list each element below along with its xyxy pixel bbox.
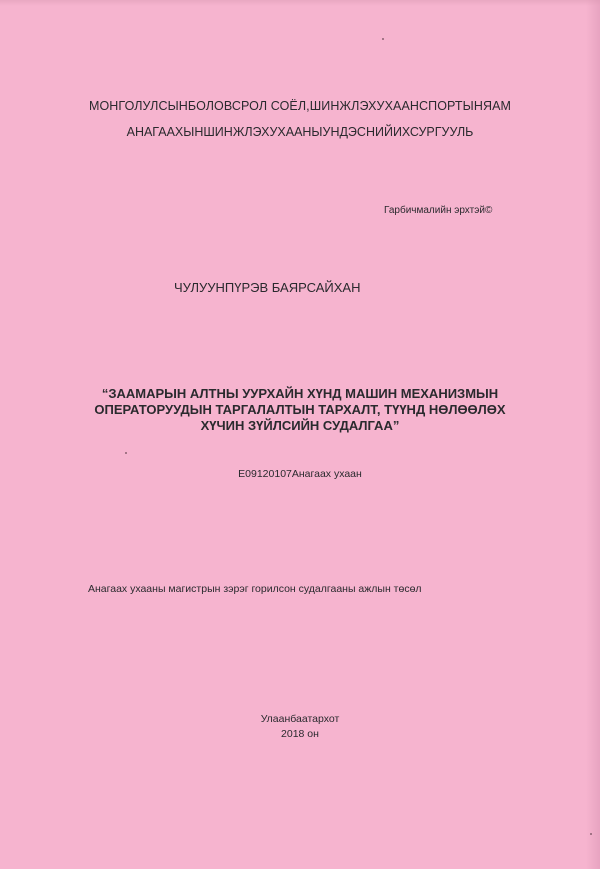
author-name: ЧУЛУУНПҮРЭВ БАЯРСАЙХАН xyxy=(174,280,361,295)
thesis-title xyxy=(0,386,600,434)
thesis-title-line-1: “ЗААМАРЫН АЛТНЫ УУРХАЙН ХҮНД МАШИН МЕХАНИЗМЫН xyxy=(101,386,499,401)
institution-line-1: МОНГОЛУЛСЫНБОЛОВСРОЛ СОЁЛ,ШИНЖЛЭХУХААНСПОРТЫНЯАМ xyxy=(88,99,512,113)
thesis-title-line-2: ОПЕРАТОРУУДЫН ТАРГАЛАЛТЫН ТАРХАЛТ, ТҮҮНД НӨЛӨӨЛӨХ xyxy=(94,402,506,417)
manuscript-rights-notice: Гарбичмалийн эрхтэй© xyxy=(384,205,493,216)
year: 2018 он xyxy=(281,728,319,740)
thesis-type: Анагаах ухааны магистрын зэрэг горилсон судалгааны ажлын төсөл xyxy=(88,583,422,595)
specialty-code: E09120107Анагаах ухаан xyxy=(238,468,362,480)
place-and-year xyxy=(0,712,600,742)
paper-speck xyxy=(590,833,592,835)
thesis-title-line-3: ХҮЧИН ЗҮЙЛСИЙН СУДАЛГАА” xyxy=(200,418,400,433)
city: Улаанбаатархот xyxy=(260,713,340,725)
institution-line-2: АНАГААХЫНШИНЖЛЭХУХААНЫУНДЭСНИЙИХСУРГУУЛЬ xyxy=(126,125,474,139)
paper-speck xyxy=(382,38,384,40)
paper-speck xyxy=(125,452,127,454)
page-top-edge xyxy=(0,0,600,6)
